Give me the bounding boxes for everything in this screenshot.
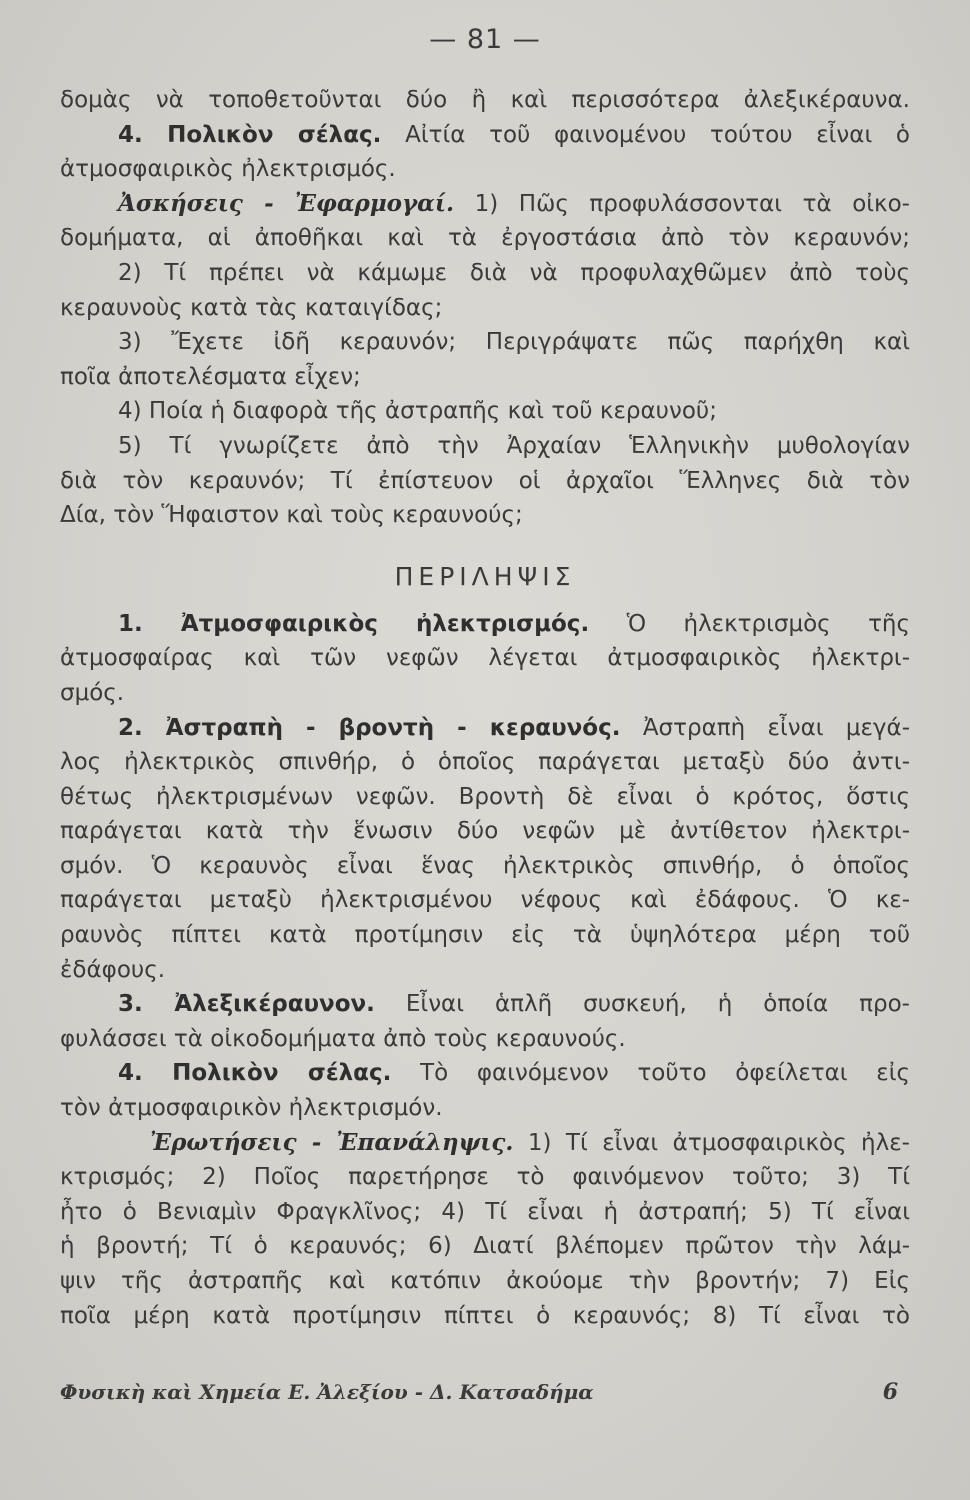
text-line: ἦτο ὁ Βενιαμὶν Φραγκλῖνος; 4) Τί εἶναι ἡ ἀστραπή; 5) Τί εἶναι	[60, 1198, 910, 1225]
text-line: ἀτμοσφαίρας καὶ τῶν νεφῶν λέγεται ἀτμοσφαιρικὸς ἠλεκτρι-	[60, 645, 910, 672]
text-line: ψιν τῆς ἀστραπῆς καὶ κατόπιν ἀκούομε τὴν βροντήν; 7) Εἰς	[60, 1268, 910, 1294]
text-line: τὸν ἀτμοσφαιρικὸν ἠλεκτρισμόν.	[60, 1095, 443, 1122]
signature-mark: 6	[882, 1379, 898, 1405]
item-text: 1) Τί εἶναι ἀτμοσφαιρικὸς ἠλε-	[513, 1129, 910, 1156]
item-heading: 4. Πολικὸν σέλας.	[118, 1060, 392, 1087]
text-line: δομὰς νὰ τοποθετοῦνται δύο ἢ καὶ περισσότερα ἀλεξικέραυνα.	[60, 87, 910, 113]
footer-book-title: Φυσικὴ καὶ Χημεία Ε. Ἀλεξίου - Δ. Κατσαδήμα	[60, 1380, 594, 1404]
text-line: ἡ βροντή; Τί ὁ κεραυνός; 6) Διατί βλέπομεν πρῶτον τὴν λάμ-	[60, 1233, 910, 1260]
section-title: ΠΕΡΙΛΗΨΙΣ	[394, 561, 576, 591]
item-text: Ἀστραπὴ εἶναι μεγά-	[620, 714, 910, 741]
text-line: ἀτμοσφαιρικὸς ἠλεκτρισμός.	[60, 156, 396, 183]
text-line: 2) Τί πρέπει νὰ κάμωμε διὰ νὰ προφυλαχθῶμεν ἀπὸ τοὺς	[118, 259, 910, 286]
item-heading: 3. Ἀλεξικέραυνον.	[118, 991, 375, 1018]
text-line: κεραυνοὺς κατὰ τὰς καταιγίδας;	[60, 294, 443, 321]
item-heading: 2. Ἀστραπὴ - βροντὴ - κεραυνός.	[118, 714, 621, 741]
text-line: ραυνὸς πίπτει κατὰ προτίμησιν εἰς τὰ ὑψηλότερα μέρη τοῦ	[60, 922, 910, 949]
text-line: ποῖα μέρη κατὰ προτίμησιν πίπτει ὁ κεραυνός; 8) Τί εἶναι τὸ	[60, 1302, 910, 1329]
text-line	[60, 607, 910, 642]
text-line: 3) Ἔχετε ἰδῆ κεραυνόν; Περιγράψατε πῶς παρήχθη καὶ	[118, 329, 910, 356]
text-line: ποῖα ἀποτελέσματα εἶχεν;	[60, 363, 361, 390]
text-line	[60, 118, 910, 153]
text-line: Δία, τὸν Ἥφαιστον καὶ τοὺς κεραυνούς;	[60, 502, 523, 529]
text-line	[60, 1126, 910, 1161]
text-line	[60, 987, 910, 1022]
text-line: θέτως ἠλεκτρισμένων νεφῶν. Βροντὴ δὲ εἶναι ὁ κρότος, ὅστις	[60, 783, 910, 810]
text-line: σμόν. Ὁ κεραυνὸς εἶναι ἕνας ἠλεκτρικὸς σπινθήρ, ὁ ὁποῖος	[60, 852, 910, 879]
text-line	[60, 1056, 910, 1091]
text-line	[60, 711, 910, 746]
item-heading: 1. Ἀτμοσφαιρικὸς ἠλεκτρισμός.	[118, 610, 590, 637]
spacer	[60, 533, 910, 553]
text-line: διὰ τὸν κεραυνόν; Τί ἐπίστευον οἱ ἀρχαῖοι Ἕλληνες διὰ τὸν	[60, 467, 910, 494]
text-line: ἐδάφους.	[60, 956, 166, 983]
text-line: σμός.	[60, 679, 125, 706]
text-line: δομήματα, αἱ ἀποθῆκαι καὶ τὰ ἐργοστάσια ἀπὸ τὸν κεραυνόν;	[60, 225, 910, 252]
page-body	[60, 83, 910, 1333]
text-line: 5) Τί γνωρίζετε ἀπὸ τὴν Ἀρχαίαν Ἑλληνικὴν μυθολογίαν	[118, 432, 910, 459]
text-line: λος ἠλεκτρικὸς σπινθήρ, ὁ ὁποῖος παράγεται μεταξὺ δύο ἀντι-	[60, 749, 910, 776]
text-line: παράγεται μεταξὺ ἠλεκτρισμένου νέφους καὶ ἐδάφους. Ὁ κε-	[60, 887, 910, 914]
item-text: Εἶναι ἁπλῆ συσκευή, ἡ ὁποία προ-	[374, 991, 910, 1018]
item-text: Αἰτία τοῦ φαινομένου τούτου εἶναι ὁ	[381, 121, 910, 148]
text-line: κτρισμός; 2) Ποῖος παρετήρησε τὸ φαινόμενον τοῦτο; 3) Τί	[60, 1164, 910, 1191]
questions-heading: Ἐρωτήσεις - Ἐπανάληψις.	[150, 1128, 514, 1156]
item-text: 1) Πῶς προφυλάσσονται τὰ οἰκο-	[454, 190, 910, 217]
item-text: Ὁ ἠλεκτρισμὸς τῆς	[589, 610, 910, 637]
item-text: Τὸ φαινόμενον τοῦτο ὀφείλεται εἰς	[391, 1060, 910, 1087]
exercises-heading: Ἀσκήσεις - Ἐφαρμογαί.	[118, 189, 455, 217]
page-number: — 81 —	[429, 24, 541, 55]
text-line: παράγεται κατὰ τὴν ἕνωσιν δύο νεφῶν μὲ ἀντίθετον ἠλεκτρι-	[60, 818, 910, 845]
text-line: φυλάσσει τὰ οἰκοδομήματα ἀπὸ τοὺς κεραυνούς.	[60, 1025, 626, 1052]
page-footer	[60, 1375, 910, 1409]
item-heading: 4. Πολικὸν σέλας.	[118, 121, 382, 148]
text-line: 4) Ποία ἡ διαφορὰ τῆς ἀστραπῆς καὶ τοῦ κεραυνοῦ;	[118, 398, 717, 425]
text-line	[60, 187, 910, 222]
